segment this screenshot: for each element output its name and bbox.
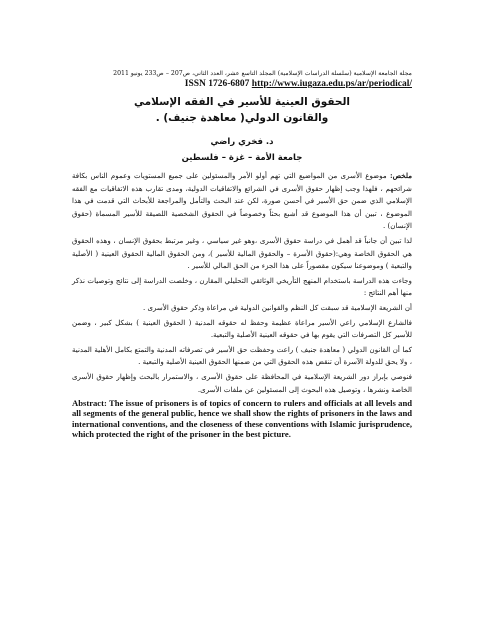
summary-paragraph: وجاءت هذه الدراسة باستخدام المنهج التأريخي الوثائقي التحليلي المقارن ، وخلصت الدراسة إلى نتائج وتوصيات نذكر منها أهم النتائج : (72, 275, 412, 298)
summary-paragraph: فنوصي بإبراز دور الشريعة الإسلامية في المحافظة على حقوق الأسرى ، والاستمرار بالبحث وإظهار حقوق الأسرى الخاصة ونشرها ، وتوصيل هذه البحوث إلى المسئولين عن ملفات الأسرى. (72, 371, 412, 394)
issn-number: ISSN 1726-6807 (184, 79, 250, 89)
journal-header (72, 70, 412, 78)
title-line-1: الحقوق العينية للأسير في الفقه الإسلامي (133, 96, 351, 108)
summary-text: موضوع الأسرى من المواضيع التي تهم أولو الأمر والمسئولين على جميع المستويات وعموم الناس بكافة شرائحهم ، فلهذا وجب إظهار حقوق الأسرى في الشرائع والاتفاقيات الدولية، ومدى تقارب هذه الاتفاقيات مع الفقه الإسلامي الذي ضمن حق الأسير في أحسن صورة، لكن عند البحث والتأمل والمراجعة للأبحاث التي قدمت في هذا الموضوع ، تبين أن هذا الموضوع قد أشبع بحثاً وخصوصاً في الحقوق الشخصية اللصيقة للأسير المسماة (حقوق الإنسان) . (72, 171, 412, 231)
summary-label: ملخص: (389, 171, 412, 180)
abstract-text: The issue of prisoners is of topics of concern to rulers and officials at all levels and all segments of the general public, hence we shall show the rights of prisoners in the laws and international conventions, and the closeness of these conventions with Islamic jurisprudence, which protected the right of the prisoner in the best picture. (72, 398, 412, 439)
title-line-2: والقانون الدولي( معاهدة جنيف) . (155, 112, 329, 124)
author-affiliation: جامعة الأمة – غزة – فلسطين (181, 153, 303, 163)
english-abstract (72, 398, 412, 439)
arabic-summary (72, 170, 412, 396)
paper-title (72, 94, 412, 126)
summary-paragraph: فالشارع الإسلامي راعي الأسير مراعاة عظيمة وحفظ له حقوقه المدنية ( الحقوق العينية ) بشكل كبير ، وضمن للأسير كل التصرفات التي يقوم بها في حقوقه العينية الأصلية والتبعية. (72, 317, 412, 340)
summary-paragraph: أن الشريعة الإسلامية قد سبقت كل النظم والقوانين الدولية في مراعاة وذكر حقوق الأسرى . (142, 302, 412, 312)
summary-paragraph: لذا تبين أن جانباً قد أهمل في دراسة حقوق الأسرى ،وهو غير سياسي ، وغير مرتبط بحقوق الإنسان ، وهذه الحقوق هي الحقوق الخاصة وهي:(حقوق الأسرة – والحقوق المالية للأسير )، ومن الحقوق المالية الحقوق العينية ( الأصلية والتبعية ) وموضوعنا سيكون مقصوراً على هذا الجزء من الحق المالي للأسير . (72, 235, 412, 271)
journal-citation-line: مجلة الجامعة الإسلامية (سلسلة الدراسات الإسلامية) المجلد التاسع عشر، العدد الثاني، ص207 – ص233 يونيو 2011 (113, 70, 412, 77)
summary-paragraph: كما أن القانون الدولي ( معاهدة جنيف ) راعت وحفظت حق الأسير في تصرفاته المدنية والتمتع بكامل الأهلية المدنية ، ولا يحق للدولة الآسرة أن تنقض هذه الحقوق التي من ضمنها الحقوق العينية الأصلية والتبعية . (72, 344, 412, 367)
summary-paragraph (72, 170, 412, 233)
abstract-label: Abstract: (72, 398, 107, 409)
journal-url[interactable]: http://www.iugaza.edu.ps/ar/periodical/ (251, 79, 412, 89)
issn-line (72, 79, 412, 90)
author-name: د. فخري راضي (210, 137, 274, 147)
